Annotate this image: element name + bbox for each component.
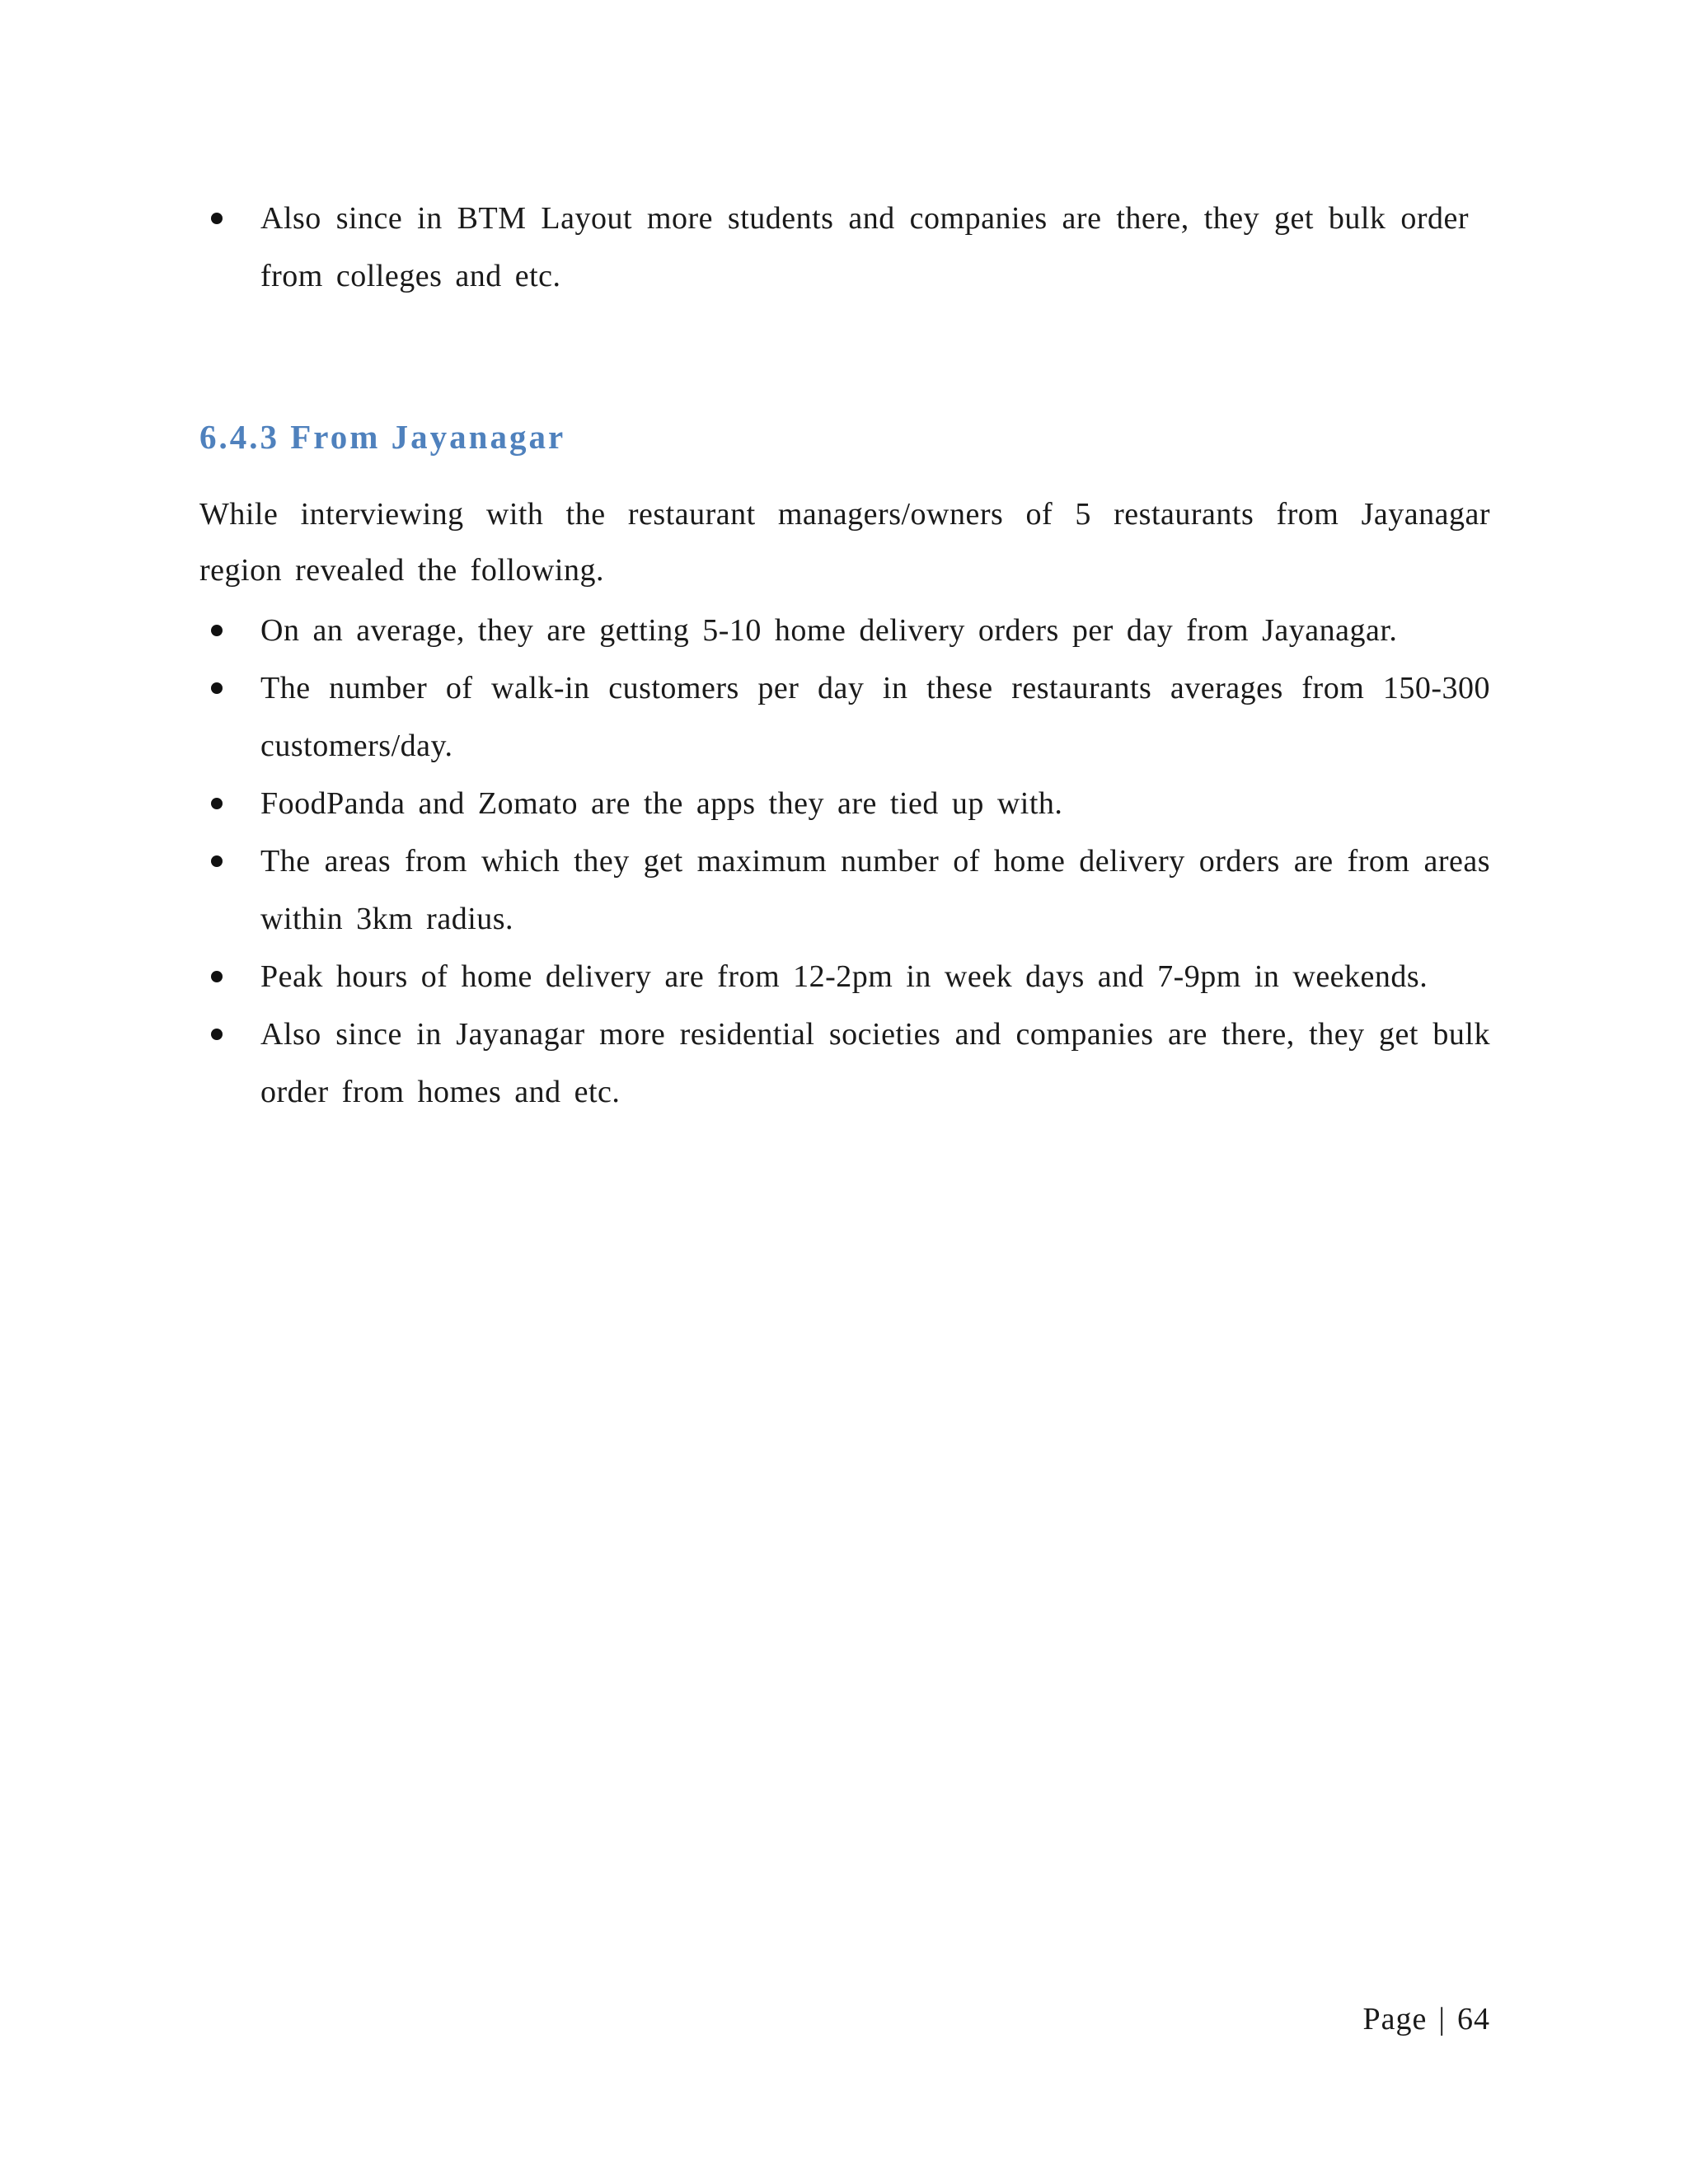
bullet-icon: [211, 855, 223, 867]
page-label: Page: [1362, 2002, 1428, 2036]
list-item-text: Also since in Jayanagar more residential societies and companies are there, they get bulk order from homes and etc.: [260, 1017, 1490, 1109]
list-item: [199, 659, 1490, 775]
list-item: [199, 832, 1490, 948]
list-item-text: Peak hours of home delivery are from 12-2pm in week days and 7-9pm in weekends.: [260, 959, 1428, 994]
list-item-text: FoodPanda and Zomato are the apps they are tied up with.: [260, 786, 1063, 821]
page-separator: |: [1438, 2002, 1446, 2036]
page-content: [199, 190, 1490, 1121]
bullet-icon: [211, 213, 223, 224]
continued-bullet-list: [199, 190, 1469, 305]
list-item: [199, 190, 1469, 305]
list-item-text: The areas from which they get maximum number of home delivery orders are from areas within 3km radius.: [260, 844, 1490, 936]
list-item-text: On an average, they are getting 5-10 home delivery orders per day from Jayanagar.: [260, 613, 1398, 648]
findings-bullet-list: [199, 602, 1490, 1121]
list-item: [199, 948, 1490, 1005]
page-footer: [1363, 2001, 1490, 2037]
page-number: 64: [1457, 2002, 1490, 2036]
intro-paragraph: While interviewing with the restaurant managers/owners of 5 restaurants from Jayanagar region revealed the following.: [199, 497, 1490, 588]
list-item: [199, 602, 1490, 659]
list-item: [199, 1005, 1490, 1121]
list-item-text: The number of walk-in customers per day in these restaurants averages from 150-300 customers/day.: [260, 671, 1490, 763]
bullet-icon: [211, 682, 223, 694]
section-heading: 6.4.3 From Jayanagar: [199, 418, 566, 456]
bullet-icon: [211, 971, 223, 982]
bullet-icon: [211, 1029, 223, 1040]
bullet-icon: [211, 798, 223, 809]
list-item-text: Also since in BTM Layout more students and companies are there, they get bulk order from colleges and etc.: [260, 201, 1469, 293]
list-item: [199, 775, 1490, 832]
bullet-icon: [211, 625, 223, 636]
